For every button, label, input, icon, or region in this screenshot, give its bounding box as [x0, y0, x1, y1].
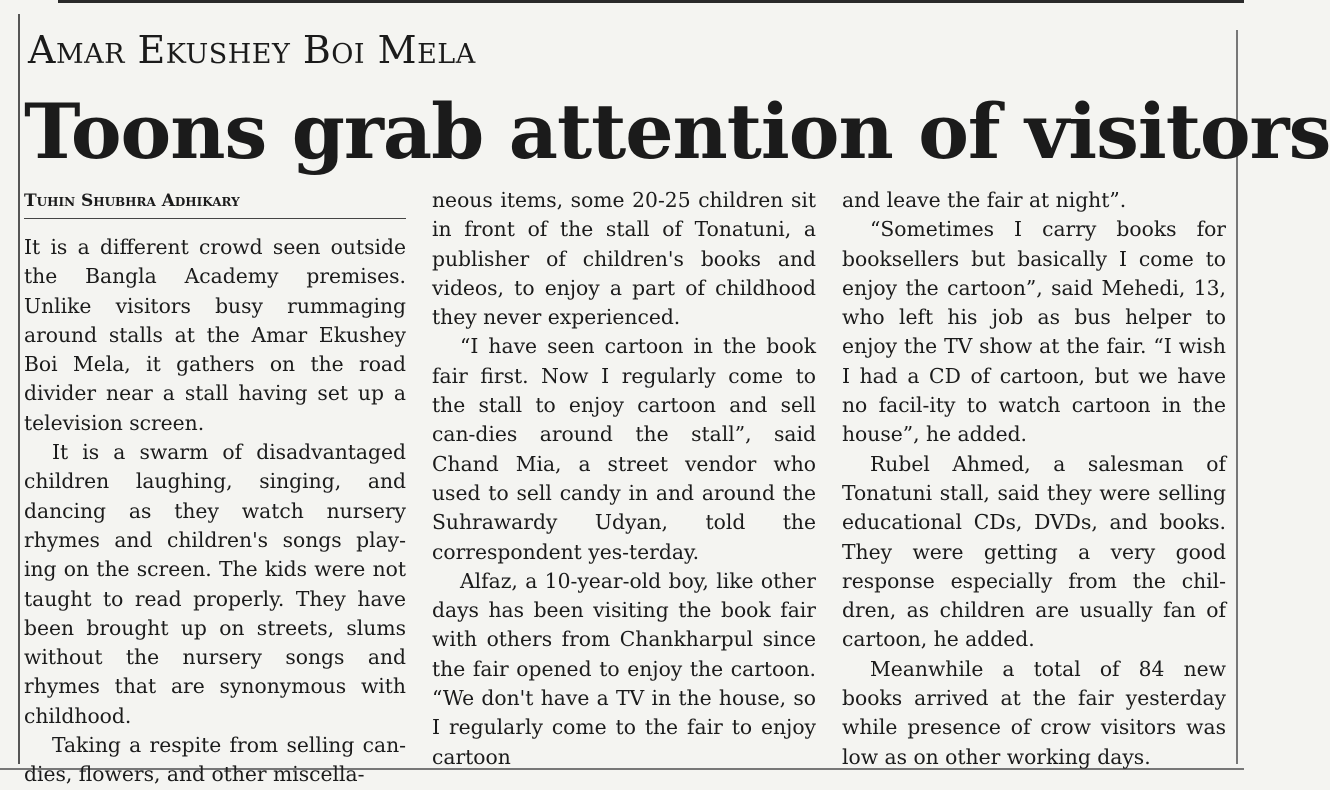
paragraph: It is a swarm of disadvantaged children laughing, singing, and dancing as they watch nursery rhymes and children's songs play-ing on the screen. The kids were not taught to read properly. They have been brought up on streets, slums without the nursery songs and rhymes that are synonymous with childhood.: [24, 440, 406, 728]
text-column-2: [432, 186, 816, 769]
paragraph: Taking a respite from selling can-dies, flowers, and other miscella-: [24, 733, 406, 787]
text-column-1: [24, 186, 406, 787]
paragraph: Meanwhile a total of 84 new books arrived at the fair yesterday while presence of crow visitors was low as on other working days.: [842, 656, 1226, 769]
section-kicker: Amar Ekushey Boi Mela: [28, 28, 476, 72]
paragraph: Alfaz, a 10-year-old boy, like other days has been visiting the book fair with others from Chankharpul since the fair opened to enjoy the cartoon. “We don't have a TV in the house, so I regularly come to the fair to enjoy cartoon: [432, 568, 816, 769]
paragraph: “Sometimes I carry books for booksellers but basically I come to enjoy the cartoon”, said Mehedi, 13, who left his job as bus helper to enjoy the TV show at the fair. “I wish I had a CD of cartoon, but we have no facil-ity to watch cartoon in the house”, he added.: [842, 217, 1226, 447]
paragraph: Rubel Ahmed, a salesman of Tonatuni stall, said they were selling educational CDs, DVDs, and books. They were getting a very good response especially from the chil-dren, as children are usually fan of cartoon, he added.: [842, 451, 1226, 652]
text-column-3: [842, 186, 1226, 769]
headline: Toons grab attention of visitors: [24, 87, 1330, 176]
paragraph: and leave the fair at night”.: [842, 188, 1127, 212]
byline: Tuhin Shubhra Adhikary: [24, 186, 406, 219]
top-rule: [58, 0, 1244, 3]
paragraph: It is a different crowd seen outside the Bangla Academy premises. Unlike visitors busy rummaging around stalls at the Amar Ekushey Boi Mela, it gathers on the road divider near a stall having set up a television screen.: [24, 235, 406, 435]
paragraph: neous items, some 20-25 children sit in front of the stall of Tonatuni, a publisher of children's books and videos, to enjoy a part of childhood they never experienced.: [432, 188, 816, 330]
paragraph: “I have seen cartoon in the book fair first. Now I regularly come to the stall to enjoy cartoon and sell can-dies around the stall”, said Chand Mia, a street vendor who used to sell candy in and around the Suhrawardy Udyan, told the correspondent yes-terday.: [432, 334, 816, 564]
left-column-rule: [18, 14, 20, 764]
